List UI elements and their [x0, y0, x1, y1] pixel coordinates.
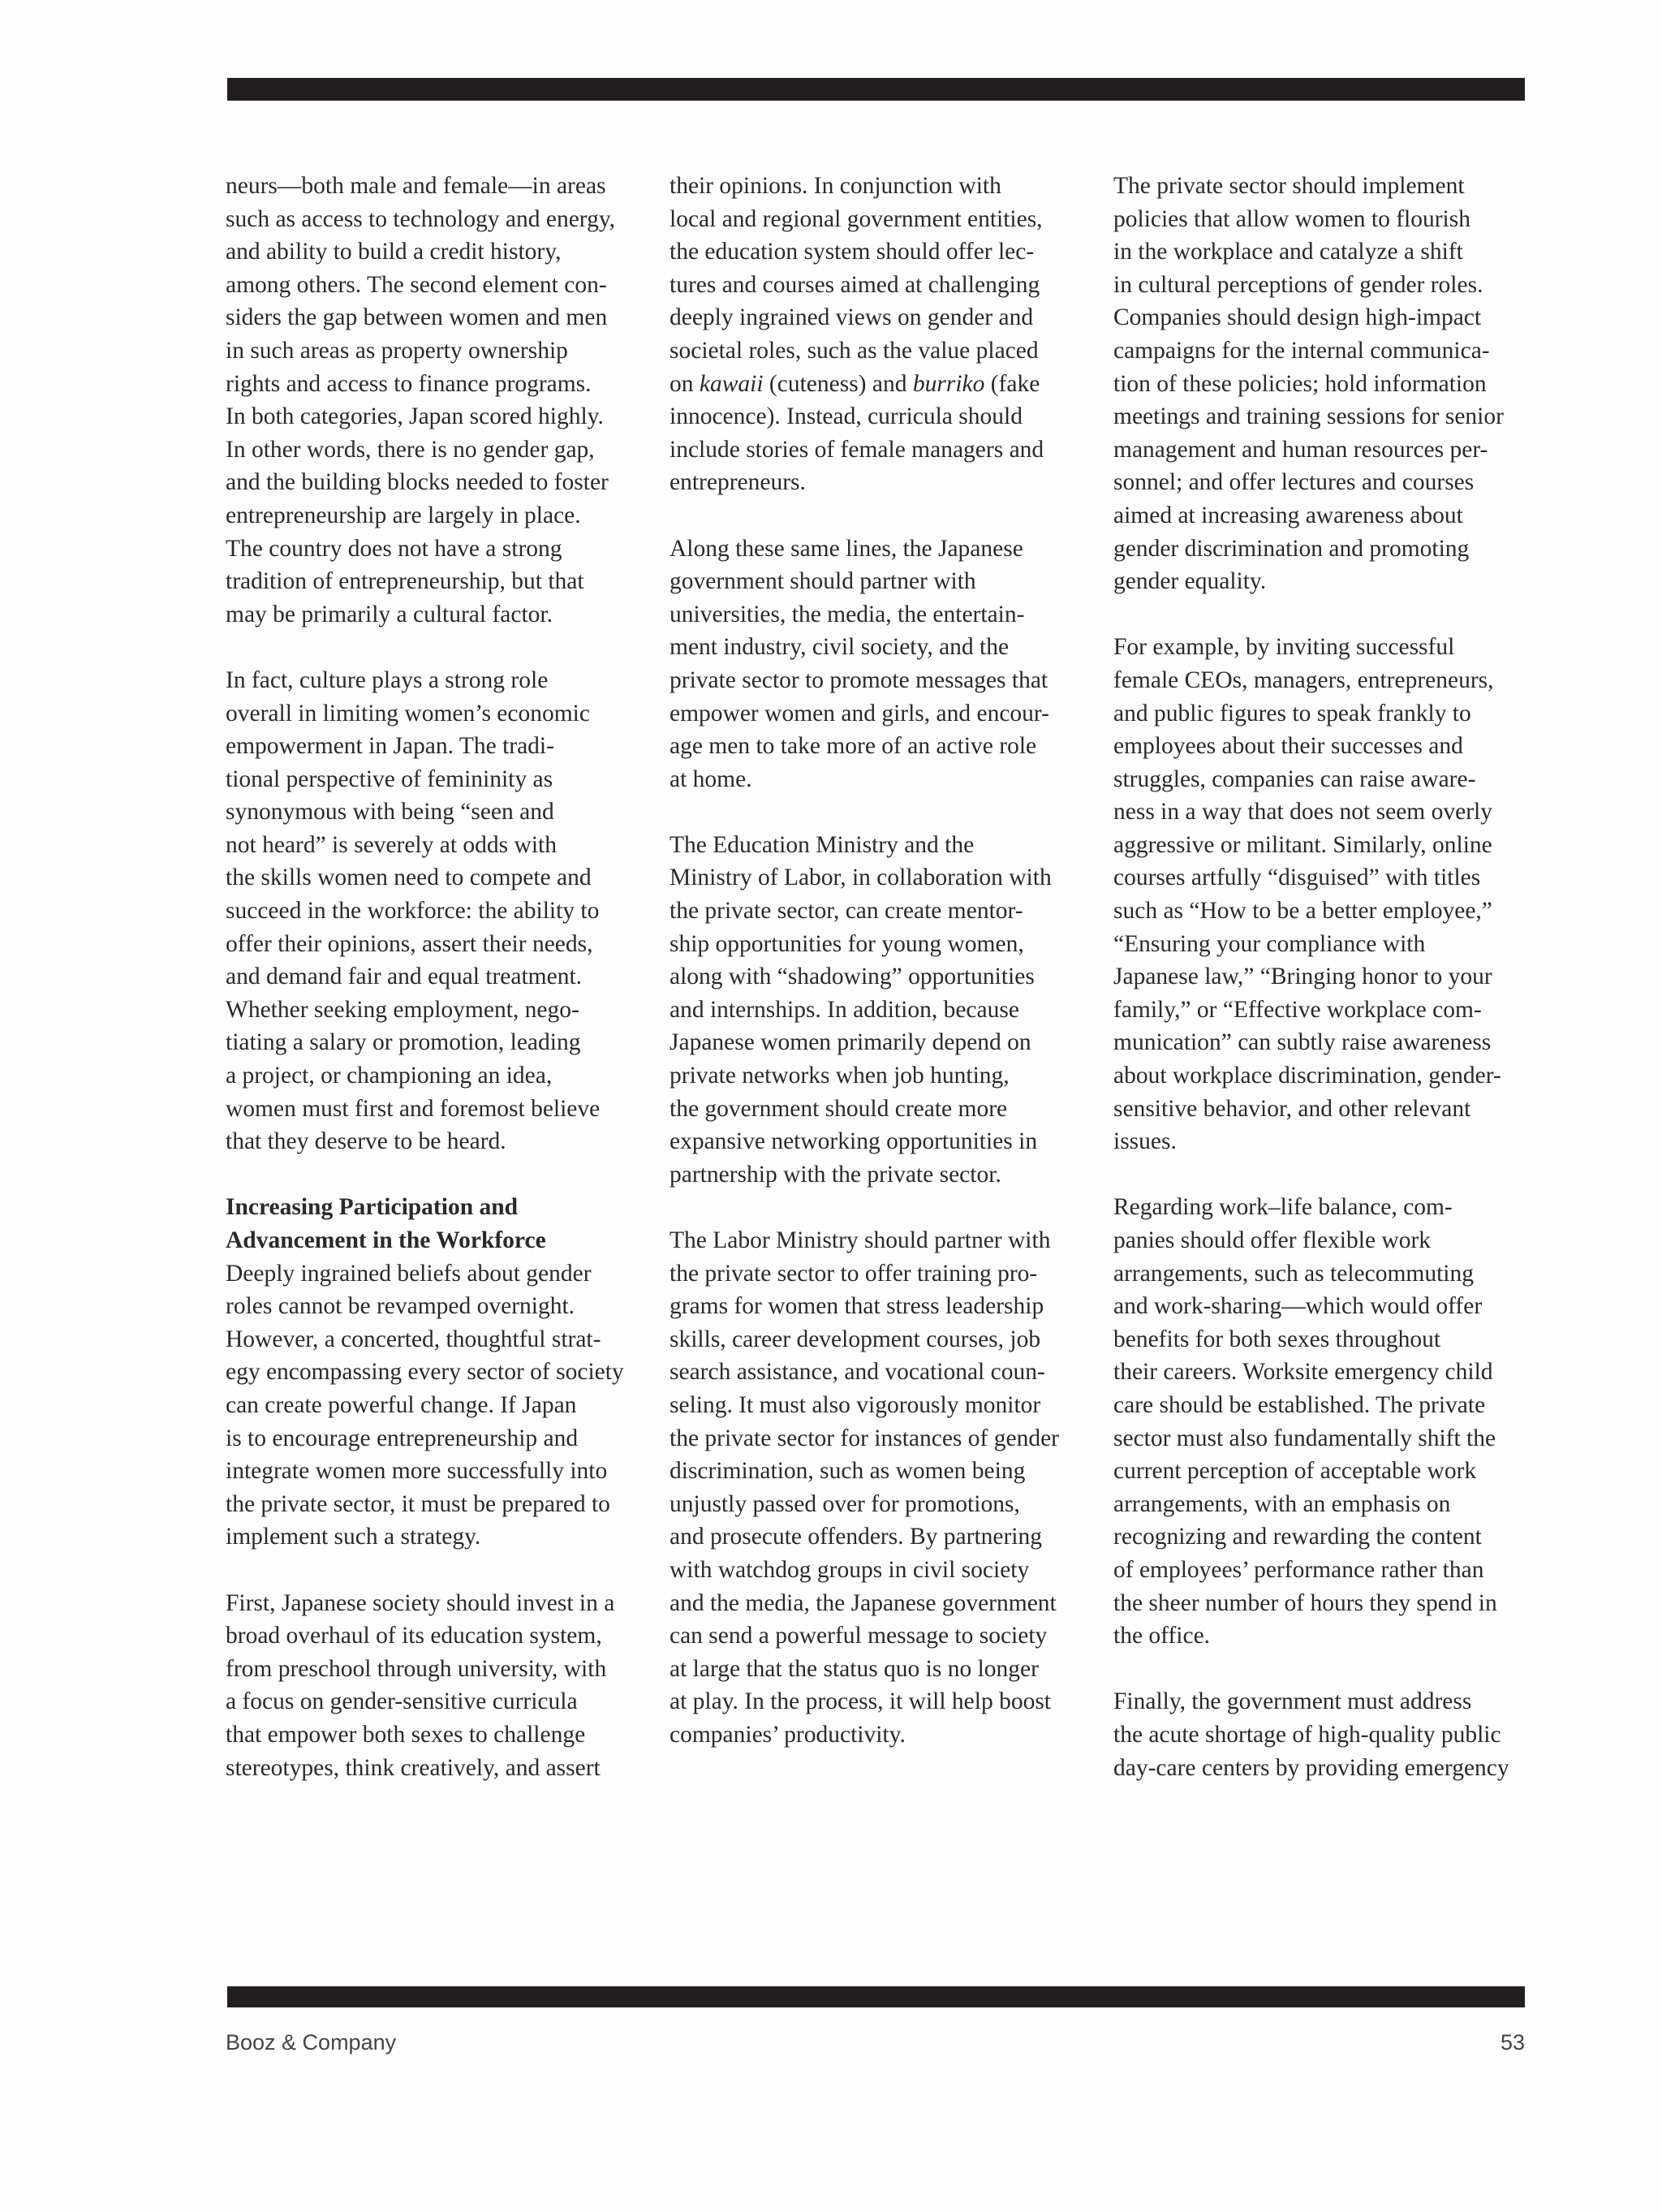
text-line: day-care centers by providing emergency [1113, 1754, 1509, 1781]
text-line: at large that the status quo is no longer [670, 1655, 1039, 1682]
text-line: issues. [1113, 1128, 1177, 1155]
text-line: a project, or championing an idea, [226, 1063, 553, 1089]
text-line: include stories of female managers and [670, 436, 1044, 463]
text-line: tional perspective of femininity as [226, 765, 553, 792]
footer-publisher: Booz & Company [226, 2030, 397, 2055]
text-line: roles cannot be revamped overnight. [226, 1293, 575, 1320]
text-line: offer their opinions, assert their needs, [226, 930, 593, 957]
text-line: First, Japanese society should invest in a [226, 1589, 615, 1616]
text-line: panies should offer flexible work [1113, 1227, 1432, 1253]
text-line: deeply ingrained views on gender and [670, 304, 1034, 331]
text-line: family,” or “Effective workplace com- [1113, 996, 1482, 1023]
text-line: universities, the media, the entertain- [670, 601, 1025, 627]
text-line: Deeply ingrained beliefs about gender [226, 1260, 592, 1287]
text-line: rights and access to finance programs. [226, 370, 592, 397]
text-line: among others. The second element con- [226, 271, 607, 298]
text-line: is to encourage entrepreneurship and [226, 1425, 579, 1451]
text-line: sonnel; and offer lectures and courses [1113, 469, 1475, 496]
text-line: benefits for both sexes throughout [1113, 1326, 1441, 1352]
paragraph-gap [670, 499, 1091, 533]
text-line: companies’ productivity. [670, 1721, 906, 1748]
page-number: 53 [1500, 2030, 1525, 2055]
text-line: arrangements, with an emphasis on [1113, 1490, 1451, 1517]
text-line: Japanese women primarily depend on [670, 1029, 1031, 1056]
text-line: stereotypes, think creatively, and assert [226, 1754, 601, 1781]
text-line: grams for women that stress leadership [670, 1293, 1044, 1320]
text-line: sector must also fundamentally shift the [1113, 1425, 1496, 1451]
paragraph-gap [226, 631, 648, 664]
text-line: The Labor Ministry should partner with [670, 1227, 1051, 1253]
text-line: the private sector, can create mentor- [670, 898, 1023, 925]
section-heading-line: Advancement in the Workforce [226, 1227, 546, 1253]
text-column-2 [670, 170, 1091, 1752]
text-line: and public figures to speak frankly to [1113, 700, 1471, 727]
paragraph-gap [1113, 1653, 1535, 1686]
top-rule [227, 78, 1525, 101]
text-line: implement such a strategy. [226, 1524, 481, 1550]
text-line: at play. In the process, it will help boost [670, 1688, 1051, 1715]
text-line: ment industry, civil society, and the [670, 634, 1010, 661]
text-line: In other words, there is no gender gap, [226, 436, 595, 463]
text-line: The country does not have a strong [226, 535, 562, 562]
text-line: broad overhaul of its education system, [226, 1623, 602, 1649]
text-line: about workplace discrimination, gender- [1113, 1063, 1501, 1089]
text-line: The private sector should implement [1113, 173, 1465, 199]
text-line: local and regional government entities, [670, 205, 1043, 232]
text-line: the education system should offer lec- [670, 239, 1035, 265]
text-line: search assistance, and vocational coun- [670, 1359, 1045, 1386]
paragraph-gap [1113, 598, 1535, 632]
text-line: the office. [1113, 1623, 1211, 1649]
text-line: neurs—both male and female—in areas [226, 173, 606, 199]
section-heading-line: Increasing Participation and [226, 1194, 519, 1221]
text-line: The Education Ministry and the [670, 831, 975, 858]
text-line: In fact, culture plays a strong role [226, 666, 549, 693]
text-line: the sheer number of hours they spend in [1113, 1589, 1497, 1616]
text-line: female CEOs, managers, entrepreneurs, [1113, 666, 1494, 693]
text-line: munication” can subtly raise awareness [1113, 1029, 1492, 1056]
text-line: societal roles, such as the value placed [670, 337, 1039, 364]
text-line: Finally, the government must address [1113, 1688, 1472, 1715]
text-line: overall in limiting women’s economic [226, 700, 590, 727]
text-line: such as access to technology and energy, [226, 205, 616, 232]
text-line: Japanese law,” “Bringing honor to your [1113, 964, 1492, 990]
text-line: a focus on gender-sensitive curricula [226, 1688, 578, 1715]
text-line: Companies should design high-impact [1113, 304, 1482, 331]
text-line: private networks when job hunting, [670, 1063, 1010, 1089]
text-line: arrangements, such as telecommuting [1113, 1260, 1474, 1287]
text-line: the private sector for instances of gender [670, 1425, 1059, 1451]
text-line: aggressive or militant. Similarly, online [1113, 831, 1492, 858]
text-line: aimed at increasing awareness about [1113, 502, 1463, 528]
paragraph-gap [670, 796, 1091, 829]
text-line: not heard” is severely at odds with [226, 831, 557, 858]
text-line: innocence). Instead, curricula should [670, 403, 1023, 430]
text-line: and work-sharing—which would offer [1113, 1293, 1483, 1320]
text-line: entrepreneurship are largely in place. [226, 502, 581, 528]
text-line: of employees’ performance rather than [1113, 1556, 1484, 1583]
text-column-3 [1113, 170, 1535, 1784]
text-line: and the media, the Japanese government [670, 1589, 1057, 1616]
text-line: on kawaii (cuteness) and burriko (fake [670, 370, 1040, 397]
text-line: in the workplace and catalyze a shift [1113, 239, 1463, 265]
bottom-rule [227, 1986, 1525, 2007]
text-line: private sector to promote messages that [670, 666, 1048, 693]
text-line: Regarding work–life balance, com- [1113, 1194, 1453, 1221]
text-line: discrimination, such as women being [670, 1458, 1026, 1485]
text-line: and the building blocks needed to foster [226, 469, 609, 496]
text-line: skills, career development courses, job [670, 1326, 1041, 1352]
text-line: their careers. Worksite emergency child [1113, 1359, 1493, 1386]
text-line: seling. It must also vigorously monitor [670, 1391, 1041, 1418]
text-line: campaigns for the internal communica- [1113, 337, 1490, 364]
text-line: empower women and girls, and encour- [670, 700, 1049, 727]
text-line: succeed in the workforce: the ability to [226, 898, 600, 925]
text-line: Ministry of Labor, in collaboration with [670, 865, 1052, 891]
text-line: can send a powerful message to society [670, 1623, 1048, 1649]
text-line: management and human resources per- [1113, 436, 1488, 463]
text-line: that empower both sexes to challenge [226, 1721, 586, 1748]
text-column-1 [226, 170, 648, 1784]
text-line: “Ensuring your compliance with [1113, 930, 1426, 957]
text-line: may be primarily a cultural factor. [226, 601, 553, 627]
text-line: siders the gap between women and men [226, 304, 608, 331]
text-line: courses artfully “disguised” with titles [1113, 865, 1481, 891]
text-line: their opinions. In conjunction with [670, 173, 1001, 199]
text-line: in cultural perceptions of gender roles. [1113, 271, 1483, 298]
text-line: partnership with the private sector. [670, 1161, 1001, 1188]
paragraph-gap [670, 1191, 1091, 1224]
text-line: can create powerful change. If Japan [226, 1391, 577, 1418]
text-line: employees about their successes and [1113, 733, 1463, 760]
text-line: government should partner with [670, 568, 976, 595]
text-line: tradition of entrepreneurship, but that [226, 568, 584, 595]
text-line: sensitive behavior, and other relevant [1113, 1095, 1471, 1122]
text-line: gender equality. [1113, 568, 1267, 595]
text-line: gender discrimination and promoting [1113, 535, 1470, 562]
text-line: egy encompassing every sector of society [226, 1359, 624, 1386]
text-line: recognizing and rewarding the content [1113, 1524, 1482, 1550]
text-line: and prosecute offenders. By partnering [670, 1524, 1043, 1550]
text-line: and ability to build a credit history, [226, 239, 562, 265]
text-line: policies that allow women to flourish [1113, 205, 1470, 232]
text-line: along with “shadowing” opportunities [670, 964, 1035, 990]
text-line: expansive networking opportunities in [670, 1128, 1038, 1155]
text-line: synonymous with being “seen and [226, 799, 554, 826]
paragraph-gap [1113, 1158, 1535, 1192]
text-line: Whether seeking employment, nego- [226, 996, 579, 1023]
paragraph-gap [226, 1554, 648, 1587]
text-line: from preschool through university, with [226, 1655, 607, 1682]
text-line: tures and courses aimed at challenging [670, 271, 1040, 298]
text-line: care should be established. The private [1113, 1391, 1486, 1418]
text-line: with watchdog groups in civil society [670, 1556, 1030, 1583]
text-line: and demand fair and equal treatment. [226, 964, 583, 990]
text-line: struggles, companies can raise aware- [1113, 765, 1476, 792]
text-line: Along these same lines, the Japanese [670, 535, 1023, 562]
text-line: tiating a salary or promotion, leading [226, 1029, 581, 1056]
text-line: at home. [670, 765, 752, 792]
text-line: the skills women need to compete and [226, 865, 592, 891]
text-line: In both categories, Japan scored highly. [226, 403, 604, 430]
text-line: ness in a way that does not seem overly [1113, 799, 1492, 826]
text-line: For example, by inviting successful [1113, 634, 1455, 661]
text-line: entrepreneurs. [670, 469, 806, 496]
text-line: in such areas as property ownership [226, 337, 568, 364]
text-line: tion of these policies; hold information [1113, 370, 1487, 397]
text-line: unjustly passed over for promotions, [670, 1490, 1020, 1517]
paragraph-gap [226, 1158, 648, 1192]
text-line: the private sector to offer training pro- [670, 1260, 1038, 1287]
text-line: current perception of acceptable work [1113, 1458, 1477, 1485]
text-line: age men to take more of an active role [670, 733, 1037, 760]
text-line: and internships. In addition, because [670, 996, 1019, 1023]
text-line: ship opportunities for young women, [670, 930, 1024, 957]
text-line: However, a concerted, thoughtful strat- [226, 1326, 601, 1352]
text-line: the acute shortage of high-quality public [1113, 1721, 1501, 1748]
text-line: the private sector, it must be prepared to [226, 1490, 610, 1517]
text-line: empowerment in Japan. The tradi- [226, 733, 554, 760]
text-line: women must first and foremost believe [226, 1095, 601, 1122]
text-line: that they deserve to be heard. [226, 1128, 506, 1155]
text-line: integrate women more successfully into [226, 1458, 608, 1485]
text-line: the government should create more [670, 1095, 1008, 1122]
text-line: such as “How to be a better employee,” [1113, 898, 1492, 925]
text-line: meetings and training sessions for senior [1113, 403, 1504, 430]
